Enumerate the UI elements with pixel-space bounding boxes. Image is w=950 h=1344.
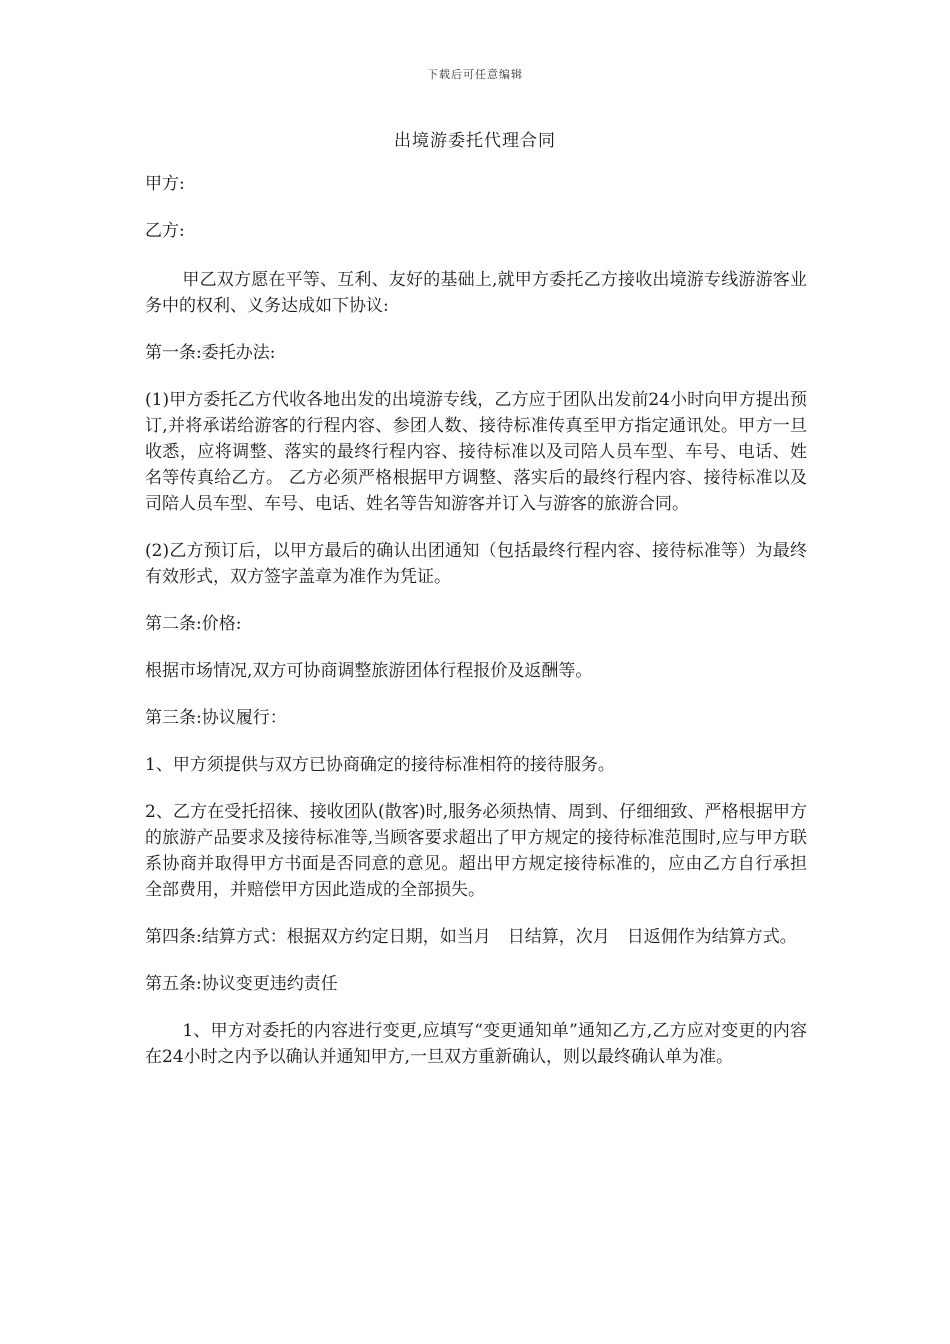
article1-paragraph-1: (1)甲方委托乙方代收各地出发的出境游专线，乙方应于团队出发前24小时向甲方提出预订,并将承诺给游客的行程内容、参团人数、接待标准传真至甲方指定通讯处。甲方一旦收悉，应将调整、落实的最终行程内容、接待标准以及司陪人员车型、车号、电话、姓名等传真给乙方。 乙方必须严格根据甲方调整、落实后的最终行程内容、接待标准以及司陪人员车型、车号、电话、姓名等告知游客并订入与游客的旅游合同。 (145, 390, 807, 514)
party-b-line: 乙方: (145, 221, 185, 241)
article4-paragraph: 第四条:结算方式：根据双方约定日期，如当月 日结算，次月 日返佣作为结算方式。 (145, 927, 797, 947)
document-body (145, 171, 807, 1070)
article1-paragraph-2: (2)乙方预订后，以甲方最后的确认出团通知（包括最终行程内容、接待标准等）为最终有效形式，双方签字盖章为准作为凭证。 (145, 541, 807, 587)
party-a-line: 甲方: (145, 174, 185, 194)
article3-heading: 第三条:协议履行： (145, 708, 287, 728)
article1-heading: 第一条:委托办法: (145, 343, 276, 363)
header-note: 下载后可任意编辑 (427, 68, 523, 81)
intro-paragraph: 甲乙双方愿在平等、互利、友好的基础上,就甲方委托乙方接收出境游专线游游客业务中的权利、义务达成如下协议: (145, 270, 807, 316)
document-title: 出境游委托代理合同 (394, 131, 556, 151)
article2-paragraph-1: 根据市场情况,双方可协商调整旅游团体行程报价及返酬等。 (145, 661, 593, 681)
article3-paragraph-1: 1、甲方须提供与双方已协商确定的接待标准相符的接待服务。 (145, 755, 615, 775)
article5-heading: 第五条:协议变更违约责任 (145, 974, 338, 994)
article5-paragraph-1: 1、甲方对委托的内容进行变更,应填写“变更通知单”通知乙方,乙方应对变更的内容在24小时之内予以确认并通知甲方,一旦双方重新确认，则以最终确认单为准。 (145, 1021, 807, 1067)
article3-paragraph-2: 2、乙方在受托招徕、接收团队(散客)时,服务必须热情、周到、仔细细致、严格根据甲方的旅游产品要求及接待标准等,当顾客要求超出了甲方规定的接待标准范围时,应与甲方联系协商并取得甲方书面是否同意的意见。超出甲方规定接待标准的，应由乙方自行承担全部费用，并赔偿甲方因此造成的全部损失。 (145, 802, 807, 900)
article2-heading: 第二条:价格: (145, 614, 242, 634)
